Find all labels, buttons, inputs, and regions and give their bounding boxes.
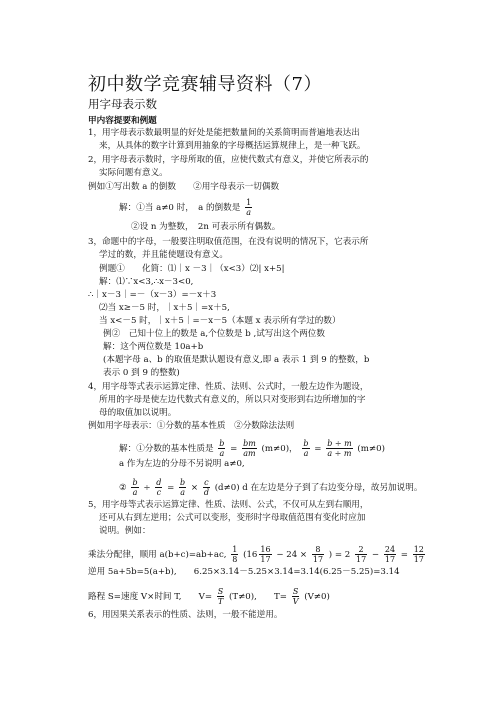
solution-text: 解：①当 a≠0 时， a 的倒数是 <box>119 203 241 213</box>
fraction-s-over-t: $\frac{S}{T}$ <box>217 587 224 606</box>
solution-line-1: 解：⑴∵x<3,∴x－3<0, <box>99 277 194 287</box>
example-4-prompt: 例如用字母表示：①分数的基本性质 ②分数除法法则 <box>88 421 295 431</box>
page-subtitle: 用字母表示数 <box>88 97 157 111</box>
paragraph-2-line-2: 实际问题有意义。 <box>99 168 168 178</box>
minus-sign: − <box>371 550 380 560</box>
fraction-12-over-17: $\frac{12}{17}$ <box>413 545 424 564</box>
example-2-note-2: 表示 0 到 9 的整数) <box>103 368 180 378</box>
times-sign: × <box>190 483 199 493</box>
fraction-bm-over-am: $\frac{bm}{am}$ <box>243 439 256 458</box>
formula-text: (V≠0) <box>304 592 330 602</box>
fraction-b-over-a-4: $\frac{b}{a}$ <box>180 478 186 497</box>
paragraph-5-line-1: 5，用字母等式表示运算定律、性质、法则、公式，不仅可从左到右顺用， <box>88 500 369 510</box>
paragraph-1-line-1: 1，用字母表示数最明显的好处是能把数量间的关系简明而普遍地表达出 <box>88 128 360 138</box>
example-2-note-1: (本题字母 a、b 的取值是默认题设有意义,即 a 表示 1 到 9 的整数，b <box>103 355 370 365</box>
paragraph-2-line-1: 2，用字母表示数时，字母所取的值，应使代数式有意义，并使它所表示的 <box>88 155 369 165</box>
condition-text: (m≠0)， <box>261 444 298 454</box>
divide-sign: ÷ <box>143 483 151 493</box>
equals-sign: = <box>400 550 408 560</box>
fraction-c-over-d: $\frac{c}{d}$ <box>203 478 209 497</box>
paragraph-5-line-3: 说明。例如： <box>99 526 151 536</box>
example-1-solution-2: ②设 n 为整数， 2n 可表示所有偶数。 <box>131 222 281 232</box>
fraction-b-over-a-2: $\frac{b}{a}$ <box>303 439 309 458</box>
equals-sign: = <box>167 483 175 493</box>
fraction-property-line <box>119 439 385 458</box>
example-1-prompt: 例如①写出数 a 的倒数 ②用字母表示一切偶数 <box>88 182 280 192</box>
paragraph-6: 6，用因果关系表示的性质、法则，一般不能逆用。 <box>88 610 283 620</box>
solution-text: 解：①分数的基本性质是 <box>119 444 214 454</box>
fraction-16-over-17: $\frac{16}{17}$ <box>260 545 271 564</box>
paragraph-4-line-3: 母的取值加以说明。 <box>99 408 177 418</box>
division-note: (d≠0) d 在左边是分子到了右边变分母，故另加说明。 <box>214 483 423 493</box>
paragraph-5-line-2: 还可从右到左逆用；公式可以变形，变形时字母取值范围有变化时应加 <box>99 513 366 523</box>
distributive-text: 乘法分配律，顺用 a(b+c)=ab+ac, <box>88 550 227 560</box>
distance-formula-line <box>88 587 330 606</box>
expr-part: (16 <box>243 550 258 560</box>
paragraph-4-line-2: 所用的字母是使左边代数式有意义的，所以只对变形到右边所增加的字 <box>99 395 366 405</box>
equals-sign: = <box>314 444 322 454</box>
fraction-d-over-c: $\frac{d}{c}$ <box>156 478 162 497</box>
expr-part: ) = 2 <box>328 550 351 560</box>
fraction-note: a 作为左边的分母不另说明 a≠0, <box>119 459 245 469</box>
fraction-8-over-17: $\frac{8}{17}$ <box>312 545 324 564</box>
paragraph-4-line-1: 4，用字母等式表示运算定律、性质、法则、公式时，一般左边作为题设， <box>88 382 369 392</box>
fraction-2-over-17: $\frac{2}{17}$ <box>356 545 367 564</box>
formula-text: 路程 S=速度 V×时间 T, V= <box>88 592 213 602</box>
fraction-24-over-17: $\frac{24}{17}$ <box>384 545 396 564</box>
solution-line-2: ∴｜x－3｜=－（x－3）=－x＋3 <box>88 290 217 300</box>
paragraph-1-line-2: 来，从具体的数字计算到用抽象的字母概括运算规律上，是一种飞跃。 <box>99 141 366 151</box>
solution-line-4: 当 x<－5 时，｜x＋5｜=－x－5（本题 x 表示所有学过的数） <box>99 316 341 326</box>
fraction-bdivm-over-adivm: $\frac{b \div m}{a \div m}$ <box>327 439 352 458</box>
example-simplify: 例题① 化简：⑴｜x －3｜（x<3）⑵| x+5| <box>99 264 285 274</box>
fraction-s-over-v: $\frac{S}{V}$ <box>292 587 299 606</box>
reciprocal-fraction: $\frac{1}{a}$ <box>246 198 252 217</box>
equals-sign: = <box>230 444 238 454</box>
fraction-b-over-a-3: $\frac{b}{a}$ <box>132 478 138 497</box>
expr-part: − 24 × <box>276 550 308 560</box>
page-title: 初中数学竞赛辅导资料（7） <box>88 74 322 95</box>
paragraph-3-line-2: 学过的数，并且能使题设有意义。 <box>99 250 228 260</box>
fraction-division-line: ② $\frac{b}{a}$ ÷ $\frac{d}{c}$ = $\frac{b}{a}$ × $\frac{c}{d}$ (d≠0) d 在左边是分子到了右边变分母，故另加说明。 <box>119 478 423 497</box>
solution-line-3: ⑵当 x≥－5 时，｜x＋5｜=x＋5, <box>99 303 230 313</box>
reverse-use-line: 逆用 5a+5b=5(a+b), 6.25×3.14－5.25×3.14=3.14(6.25－5.25)=3.14 <box>88 567 400 577</box>
distributive-law-line <box>88 545 427 564</box>
fraction-1-over-8: $\frac{1}{8}$ <box>232 545 238 564</box>
example-1-solution-1 <box>119 198 254 217</box>
example-2-solution: 解：这个两位数是 10a+b <box>103 342 204 352</box>
example-2-prompt: 例② 己知十位上的数是 a,个位数是 b ,试写出这个两位数 <box>103 329 325 339</box>
paragraph-3-line-1: 3，命题中的字母，一般要注明取值范围，在没有说明的情况下，它表示所 <box>88 237 369 247</box>
fraction-b-over-a: $\frac{b}{a}$ <box>219 439 225 458</box>
section-heading: 甲内容提要和例题 <box>88 116 157 126</box>
condition-text: (m≠0) <box>357 444 385 454</box>
formula-text: (T≠0), T= <box>229 592 287 602</box>
